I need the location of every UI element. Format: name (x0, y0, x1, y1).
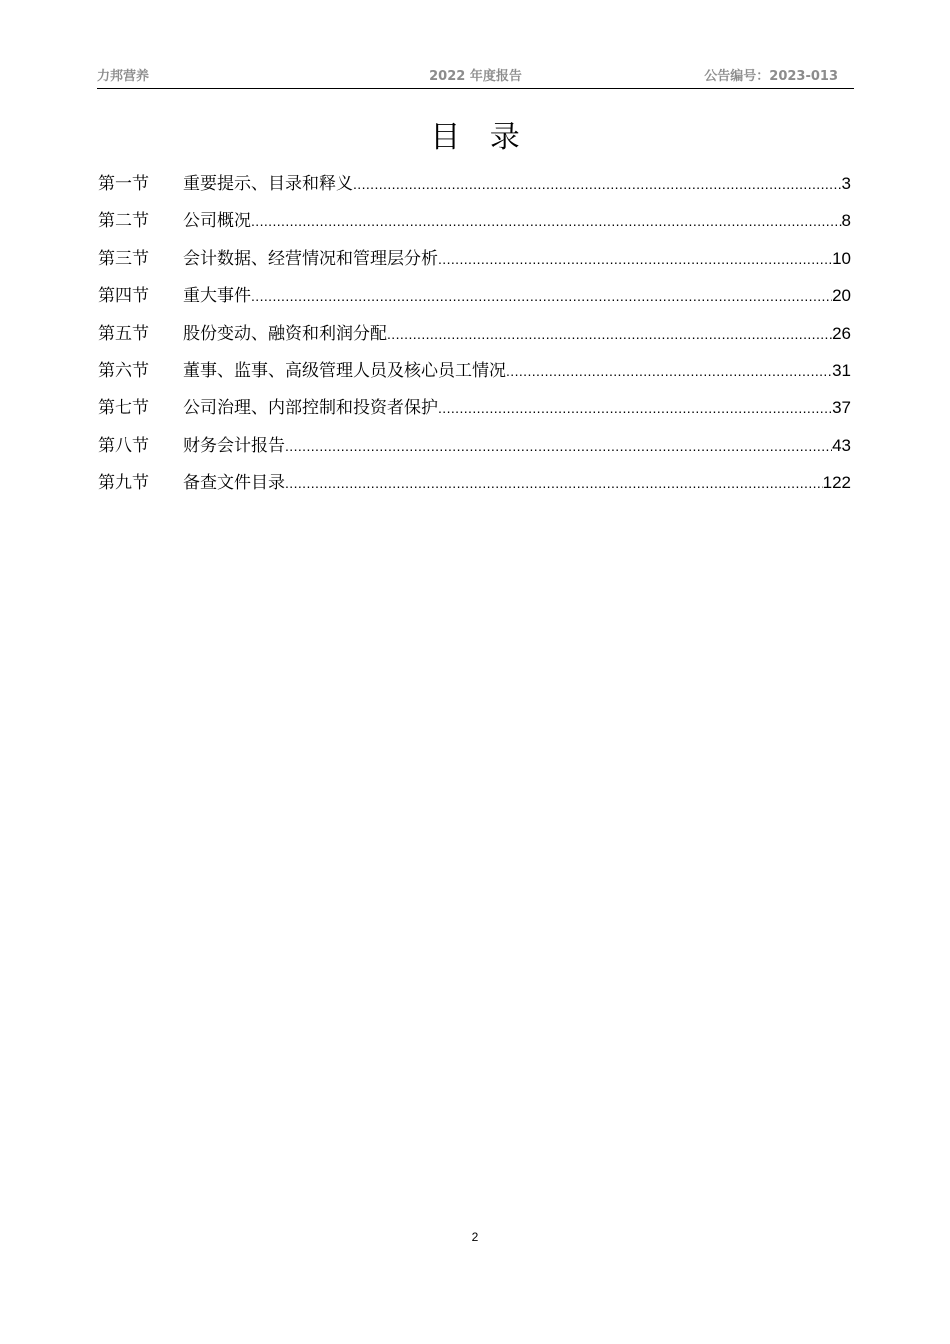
toc-entry-3[interactable] (98, 245, 851, 282)
toc-entry-5[interactable] (98, 320, 851, 357)
toc-page: 122 (822, 473, 851, 493)
toc-section: 第六节 (98, 360, 149, 381)
toc-section: 第八节 (98, 435, 149, 456)
toc-leader (353, 170, 842, 198)
toc-section: 第四节 (98, 286, 149, 307)
toc-title: 重要提示、目录和释义 (183, 174, 353, 194)
page-title: 目 录 (430, 120, 530, 155)
toc-entry-8[interactable] (98, 432, 851, 469)
toc-entry-2[interactable] (98, 207, 851, 244)
page-number: 2 (471, 1230, 479, 1244)
toc-leader (438, 245, 832, 273)
toc-title: 董事、监事、高级管理人员及核心员工情况 (183, 360, 506, 381)
toc-section: 第五节 (98, 323, 149, 344)
toc-leader (251, 207, 842, 235)
toc-leader (387, 320, 832, 348)
toc-entry-1[interactable] (98, 170, 851, 207)
toc-section: 第一节 (98, 174, 149, 194)
page-header (97, 68, 854, 89)
toc-title: 财务会计报告 (183, 435, 285, 456)
toc-page: 20 (832, 286, 851, 306)
toc-entry-4[interactable] (98, 282, 851, 319)
toc-leader (506, 357, 832, 385)
toc-title: 公司概况 (183, 211, 251, 232)
toc-page: 37 (832, 398, 851, 418)
toc-page: 31 (832, 360, 851, 380)
toc-leader (251, 282, 832, 310)
toc-title: 备查文件目录 (183, 473, 285, 494)
table-of-contents (98, 170, 851, 507)
toc-entry-7[interactable] (98, 394, 851, 431)
toc-section: 第三节 (98, 248, 149, 269)
toc-section: 第七节 (98, 398, 149, 419)
toc-page: 43 (832, 435, 851, 455)
toc-page: 8 (841, 211, 851, 231)
toc-title: 股份变动、融资和利润分配 (183, 323, 387, 344)
toc-section: 第二节 (98, 211, 149, 232)
toc-title: 重大事件 (183, 286, 251, 307)
toc-section: 第九节 (98, 473, 149, 494)
toc-leader (285, 432, 832, 460)
toc-title: 公司治理、内部控制和投资者保护 (183, 398, 438, 419)
toc-entry-6[interactable] (98, 357, 851, 394)
toc-title: 会计数据、经营情况和管理层分析 (183, 248, 438, 269)
header-company: 力邦营养 (97, 69, 150, 84)
toc-entry-9[interactable] (98, 469, 851, 506)
header-report-title: 2022 年度报告 (429, 69, 522, 84)
toc-page: 26 (832, 323, 851, 343)
toc-leader (285, 469, 823, 497)
toc-page: 3 (841, 174, 851, 193)
toc-leader (438, 394, 832, 422)
toc-page: 10 (832, 248, 851, 268)
header-announcement-number: 公告编号：2023-013 (704, 69, 838, 84)
